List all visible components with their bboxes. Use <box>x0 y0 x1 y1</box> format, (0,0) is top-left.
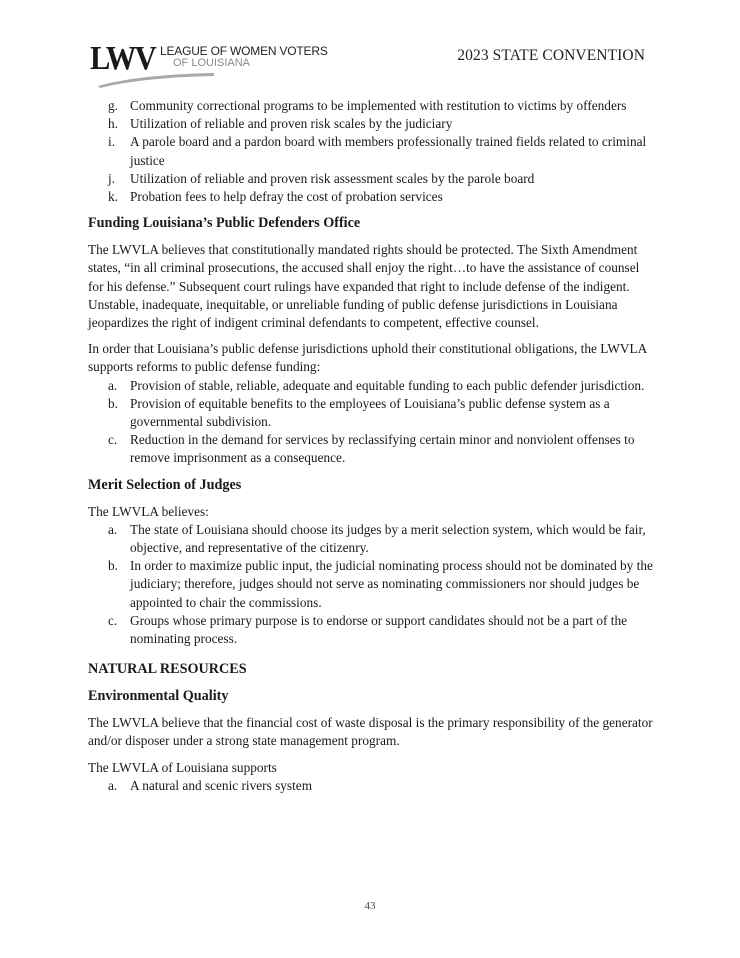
environmental-quality-heading: Environmental Quality <box>88 688 229 705</box>
list-item-text: In order to maximize public input, the judicial nominating process should not be dominated by the judiciary; therefore, judges should not serve as nominating commissioners nor should judges be appointed to chair the commissions. <box>130 558 653 610</box>
logo-mark: LWV <box>90 40 155 77</box>
list-item-text: Groups whose primary purpose is to endorse or support candidates should not be a part of the nominating process. <box>130 612 628 647</box>
list-item <box>88 557 658 612</box>
public-defenders-paragraph-1: The LWVLA believes that constitutionally mandated rights should be protected. The Sixth Amendment states, “in all criminal prosecutions, the accused shall enjoy the right…to have the assistance of counsel for his defense.” Subsequent court rulings have expanded that right to include defense of the indigent. Unstable, inadequate, inequitable, or unreliable funding of public defense jurisdictions in Louisiana jeopardizes the right of indigent criminal defendants to competent, effective counsel. <box>88 242 640 331</box>
list-item <box>88 170 658 188</box>
criminal-justice-list <box>88 97 658 206</box>
list-marker: b. <box>108 558 118 574</box>
page-number: 43 <box>364 900 376 912</box>
logo-line-1: LEAGUE OF WOMEN VOTERS <box>160 44 328 58</box>
list-marker: j. <box>108 170 116 186</box>
list-item-text: Reduction in the demand for services by reclassifying certain minor and nonviolent offenses to remove imprisonment as a consequence. <box>130 432 635 466</box>
list-marker: a. <box>108 377 118 393</box>
environmental-quality-list <box>88 777 658 795</box>
list-item <box>88 612 658 648</box>
public-defenders-list <box>88 377 658 468</box>
public-defenders-paragraph-2: In order that Louisiana’s public defense jurisdictions uphold their constitutional obligations, the LWVLA supports reforms to public defense funding: <box>88 341 647 375</box>
lwv-louisiana-logo <box>90 38 330 88</box>
list-item <box>88 97 658 115</box>
list-item <box>88 133 658 169</box>
convention-title: 2023 STATE CONVENTION <box>457 47 645 64</box>
list-item <box>88 431 658 467</box>
list-item-text: A natural and scenic rivers system <box>130 777 313 793</box>
page-header <box>0 0 740 95</box>
list-item <box>88 777 658 795</box>
list-item-text: Probation fees to help defray the cost of probation services <box>130 189 443 205</box>
list-item-text: Provision of equitable benefits to the employees of Louisiana’s public defense system as a governmental subdivision. <box>130 395 610 430</box>
list-item <box>88 188 658 206</box>
natural-resources-heading: NATURAL RESOURCES <box>88 661 247 678</box>
merit-selection-list <box>88 521 658 648</box>
list-marker: c. <box>108 612 118 628</box>
environmental-quality-paragraph-2: The LWVLA of Louisiana supports <box>88 759 277 775</box>
list-marker: b. <box>108 395 118 411</box>
list-marker: a. <box>108 521 118 537</box>
list-item-text: A parole board and a pardon board with members professionally trained fields related to criminal justice <box>130 134 647 168</box>
list-item-text: Utilization of reliable and proven risk assessment scales by the parole board <box>130 170 535 186</box>
logo-line-2: OF LOUISIANA <box>173 57 251 69</box>
list-item-text: Utilization of reliable and proven risk scales by the judiciary <box>130 116 453 132</box>
list-marker: h. <box>108 116 118 132</box>
list-marker: k. <box>108 189 118 205</box>
list-marker: c. <box>108 432 118 448</box>
environmental-quality-paragraph-1: The LWVLA believe that the financial cost of waste disposal is the primary responsibility of the generator and/or disposer under a strong state management program. <box>88 715 653 749</box>
list-item <box>88 377 658 395</box>
list-marker: i. <box>108 134 116 150</box>
list-item-text: Community correctional programs to be implemented with restitution to victims by offenders <box>130 98 627 113</box>
list-item <box>88 521 658 557</box>
list-item-text: Provision of stable, reliable, adequate and equitable funding to each public defender jurisdiction. <box>130 377 645 393</box>
logo-swoosh-icon <box>96 72 216 88</box>
merit-selection-intro: The LWVLA believes: <box>88 503 209 519</box>
list-item <box>88 395 658 431</box>
list-marker: a. <box>108 777 118 793</box>
list-item-text: The state of Louisiana should choose its judges by a merit selection system, which would be fair, objective, and representative of the citizenry. <box>130 521 646 556</box>
merit-selection-heading: Merit Selection of Judges <box>88 476 242 493</box>
list-item <box>88 115 658 133</box>
document-body <box>88 97 658 801</box>
list-marker: g. <box>108 98 118 113</box>
public-defenders-heading: Funding Louisiana’s Public Defenders Office <box>88 215 361 232</box>
